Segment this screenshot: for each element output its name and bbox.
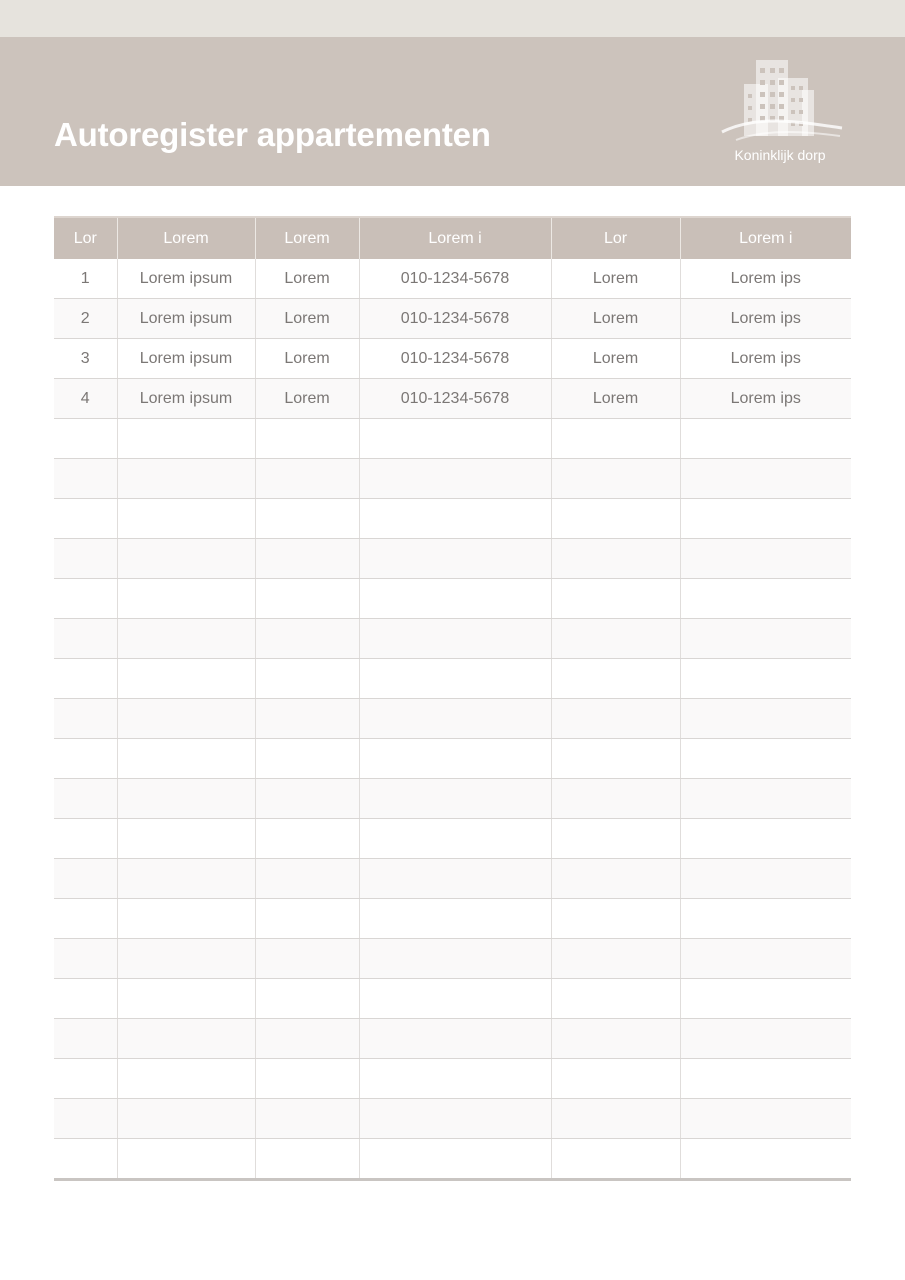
empty-table-cell: [54, 459, 117, 499]
empty-table-row: [54, 939, 851, 979]
empty-table-cell: [359, 499, 551, 539]
empty-table-cell: [255, 979, 359, 1019]
table-cell: 1: [54, 259, 117, 299]
table-cell: Lorem: [255, 379, 359, 419]
empty-table-cell: [551, 579, 680, 619]
column-header: Lor: [551, 217, 680, 259]
table-cell: Lorem: [255, 339, 359, 379]
table-cell: Lorem: [551, 339, 680, 379]
table-cell: Lorem ipsum: [117, 259, 255, 299]
empty-table-cell: [117, 1059, 255, 1099]
empty-table-cell: [359, 619, 551, 659]
table-cell: Lorem ips: [680, 379, 851, 419]
empty-table-cell: [255, 499, 359, 539]
empty-table-cell: [551, 1139, 680, 1180]
empty-table-row: [54, 659, 851, 699]
empty-table-cell: [680, 1059, 851, 1099]
empty-table-row: [54, 539, 851, 579]
empty-table-cell: [680, 1099, 851, 1139]
empty-table-cell: [54, 939, 117, 979]
logo-text: Koninklijk dorp: [734, 147, 826, 163]
register-table: [54, 216, 851, 1181]
empty-table-cell: [54, 739, 117, 779]
empty-table-cell: [255, 419, 359, 459]
empty-table-cell: [551, 859, 680, 899]
empty-table-cell: [551, 499, 680, 539]
empty-table-cell: [54, 619, 117, 659]
column-header: Lorem: [117, 217, 255, 259]
empty-table-cell: [359, 739, 551, 779]
empty-table-cell: [680, 739, 851, 779]
table-row: [54, 259, 851, 299]
empty-table-row: [54, 499, 851, 539]
table-cell: Lorem: [551, 379, 680, 419]
empty-table-cell: [359, 939, 551, 979]
empty-table-cell: [359, 819, 551, 859]
empty-table-cell: [255, 859, 359, 899]
empty-table-cell: [680, 1139, 851, 1180]
empty-table-cell: [117, 739, 255, 779]
table-cell: Lorem: [551, 259, 680, 299]
empty-table-cell: [117, 659, 255, 699]
empty-table-cell: [359, 979, 551, 1019]
empty-table-cell: [255, 1019, 359, 1059]
empty-table-cell: [255, 699, 359, 739]
empty-table-cell: [680, 779, 851, 819]
empty-table-cell: [359, 459, 551, 499]
empty-table-row: [54, 899, 851, 939]
empty-table-cell: [255, 1099, 359, 1139]
column-header: Lorem i: [680, 217, 851, 259]
table-cell: 010-1234-5678: [359, 339, 551, 379]
empty-table-cell: [680, 819, 851, 859]
empty-table-cell: [54, 499, 117, 539]
empty-table-cell: [117, 539, 255, 579]
empty-table-cell: [551, 819, 680, 859]
empty-table-cell: [255, 1059, 359, 1099]
empty-table-cell: [680, 659, 851, 699]
empty-table-row: [54, 459, 851, 499]
empty-table-cell: [255, 659, 359, 699]
empty-table-row: [54, 819, 851, 859]
empty-table-cell: [255, 739, 359, 779]
empty-table-cell: [359, 539, 551, 579]
empty-table-row: [54, 1059, 851, 1099]
empty-table-cell: [359, 1099, 551, 1139]
empty-table-cell: [680, 859, 851, 899]
empty-table-cell: [117, 699, 255, 739]
empty-table-cell: [551, 979, 680, 1019]
empty-table-cell: [255, 779, 359, 819]
empty-table-cell: [255, 539, 359, 579]
empty-table-cell: [551, 699, 680, 739]
empty-table-cell: [680, 1019, 851, 1059]
table-cell: Lorem: [255, 259, 359, 299]
table-cell: Lorem ipsum: [117, 379, 255, 419]
table-body: [54, 259, 851, 1180]
empty-table-cell: [255, 939, 359, 979]
empty-table-cell: [54, 779, 117, 819]
table-cell: 3: [54, 339, 117, 379]
empty-table-cell: [117, 459, 255, 499]
empty-table-cell: [551, 1059, 680, 1099]
empty-table-cell: [551, 619, 680, 659]
empty-table-row: [54, 979, 851, 1019]
empty-table-cell: [117, 939, 255, 979]
empty-table-cell: [117, 579, 255, 619]
table-cell: 4: [54, 379, 117, 419]
empty-table-cell: [680, 939, 851, 979]
empty-table-cell: [551, 899, 680, 939]
table-cell: Lorem ipsum: [117, 299, 255, 339]
column-header: Lor: [54, 217, 117, 259]
empty-table-cell: [54, 979, 117, 1019]
empty-table-cell: [54, 1099, 117, 1139]
empty-table-row: [54, 1019, 851, 1059]
empty-table-cell: [117, 899, 255, 939]
empty-table-cell: [54, 579, 117, 619]
empty-table-row: [54, 579, 851, 619]
table-cell: Lorem: [255, 299, 359, 339]
empty-table-cell: [551, 659, 680, 699]
empty-table-cell: [359, 659, 551, 699]
empty-table-cell: [551, 1019, 680, 1059]
empty-table-cell: [680, 419, 851, 459]
empty-table-cell: [117, 1139, 255, 1180]
empty-table-cell: [255, 1139, 359, 1180]
empty-table-row: [54, 859, 851, 899]
empty-table-cell: [117, 859, 255, 899]
empty-table-row: [54, 699, 851, 739]
table-row: [54, 339, 851, 379]
table-cell: Lorem ips: [680, 299, 851, 339]
column-header: Lorem i: [359, 217, 551, 259]
empty-table-cell: [359, 419, 551, 459]
empty-table-row: [54, 619, 851, 659]
empty-table-row: [54, 419, 851, 459]
empty-table-cell: [54, 859, 117, 899]
empty-table-cell: [551, 939, 680, 979]
empty-table-cell: [551, 459, 680, 499]
empty-table-cell: [117, 419, 255, 459]
empty-table-cell: [54, 659, 117, 699]
empty-table-cell: [54, 899, 117, 939]
empty-table-cell: [54, 419, 117, 459]
empty-table-cell: [680, 539, 851, 579]
empty-table-cell: [359, 699, 551, 739]
empty-table-cell: [255, 619, 359, 659]
empty-table-cell: [359, 579, 551, 619]
empty-table-cell: [255, 579, 359, 619]
empty-table-cell: [551, 1099, 680, 1139]
empty-table-cell: [117, 779, 255, 819]
empty-table-cell: [255, 459, 359, 499]
empty-table-cell: [117, 499, 255, 539]
empty-table-cell: [117, 1099, 255, 1139]
empty-table-row: [54, 779, 851, 819]
table-cell: Lorem ips: [680, 339, 851, 379]
empty-table-cell: [54, 539, 117, 579]
page-title: Autoregister appartementen: [54, 116, 491, 153]
empty-table-cell: [54, 699, 117, 739]
empty-table-cell: [54, 819, 117, 859]
empty-table-cell: [680, 619, 851, 659]
empty-table-cell: [117, 1019, 255, 1059]
empty-table-cell: [551, 779, 680, 819]
table-cell: Lorem ipsum: [117, 339, 255, 379]
empty-table-row: [54, 1139, 851, 1180]
empty-table-cell: [551, 419, 680, 459]
empty-table-cell: [54, 1019, 117, 1059]
empty-table-cell: [54, 1139, 117, 1180]
empty-table-row: [54, 1099, 851, 1139]
table-cell: 010-1234-5678: [359, 259, 551, 299]
empty-table-cell: [680, 699, 851, 739]
empty-table-cell: [117, 819, 255, 859]
empty-table-cell: [359, 1059, 551, 1099]
empty-table-cell: [551, 739, 680, 779]
empty-table-cell: [359, 899, 551, 939]
table-cell: 010-1234-5678: [359, 379, 551, 419]
empty-table-cell: [117, 979, 255, 1019]
buildings-logo-icon: [718, 56, 848, 146]
empty-table-row: [54, 739, 851, 779]
table-cell: 2: [54, 299, 117, 339]
empty-table-cell: [359, 779, 551, 819]
table-cell: 010-1234-5678: [359, 299, 551, 339]
empty-table-cell: [680, 979, 851, 1019]
logo: [718, 56, 848, 171]
empty-table-cell: [680, 579, 851, 619]
table-header-row: [54, 217, 851, 259]
column-header: Lorem: [255, 217, 359, 259]
empty-table-cell: [255, 819, 359, 859]
empty-table-cell: [551, 539, 680, 579]
table-cell: Lorem: [551, 299, 680, 339]
table-cell: Lorem ips: [680, 259, 851, 299]
empty-table-cell: [680, 499, 851, 539]
table-row: [54, 299, 851, 339]
empty-table-cell: [359, 1139, 551, 1180]
empty-table-cell: [680, 459, 851, 499]
empty-table-cell: [117, 619, 255, 659]
top-strip: [0, 0, 905, 37]
empty-table-cell: [54, 1059, 117, 1099]
table-row: [54, 379, 851, 419]
empty-table-cell: [680, 899, 851, 939]
empty-table-cell: [359, 859, 551, 899]
empty-table-cell: [255, 899, 359, 939]
empty-table-cell: [359, 1019, 551, 1059]
